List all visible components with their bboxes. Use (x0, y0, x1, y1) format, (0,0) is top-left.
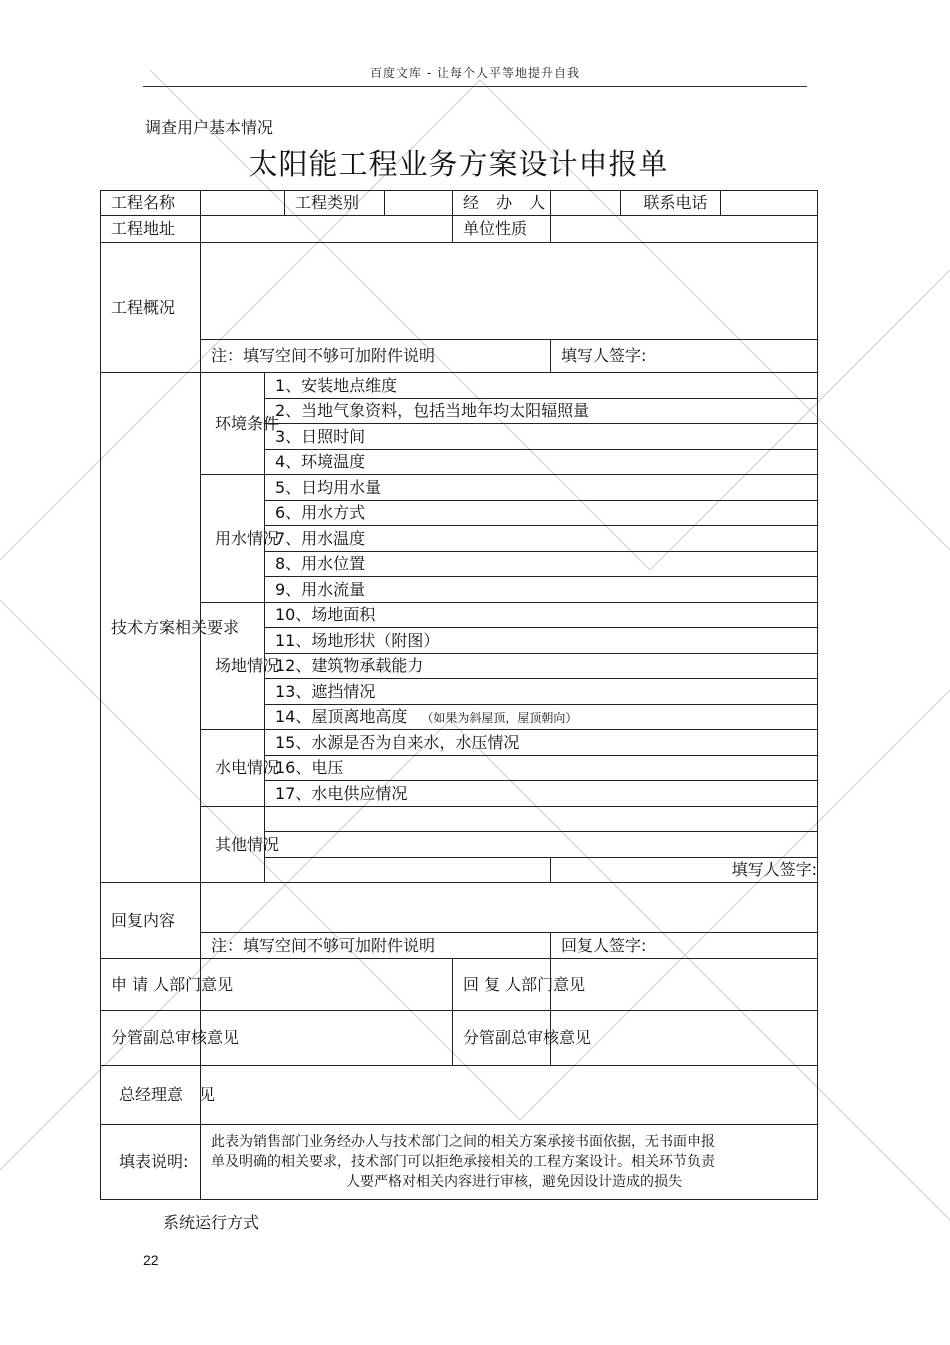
overview-note: 注：填写空间不够可加附件说明 (201, 340, 551, 373)
reply-label: 回复内容 (101, 883, 201, 959)
explanation-line-1: 此表为销售部门业务经办人与技术部门之间的相关方案承接书面依据，无书面申报 (211, 1134, 715, 1150)
vp-review-right-label: 分管副总审核意见 (453, 1011, 551, 1066)
project-type-label: 工程类别 (285, 191, 385, 216)
tech-item-11: 11、场地形状（附图） (265, 628, 818, 654)
tech-item-14-note: （如果为斜屋顶，屋顶朝向） (421, 710, 578, 725)
explanation-text (201, 1125, 818, 1200)
overview-field[interactable] (201, 243, 818, 340)
tech-item-12: 12、建筑物承载能力 (265, 654, 818, 679)
tech-item-4: 4、环境温度 (265, 450, 818, 475)
tech-item-9: 9、用水流量 (265, 577, 818, 603)
tech-signature[interactable]: 填写人签字: (551, 858, 818, 883)
gm-opinion-field[interactable] (201, 1066, 818, 1125)
explanation-line-3: 人要严格对相关内容进行审核，避免因设计造成的损失 (346, 1174, 682, 1190)
tech-item-6: 6、用水方式 (265, 501, 818, 526)
water-power-label: 水电情况 (201, 730, 265, 807)
section-heading-system-operation: 系统运行方式 (163, 1213, 260, 1232)
other-field-3[interactable] (265, 858, 551, 883)
reply-field[interactable] (201, 883, 818, 933)
form-title: 太阳能工程业务方案设计申报单 (248, 147, 669, 181)
unit-nature-label: 单位性质 (453, 216, 551, 243)
project-name-field[interactable] (201, 191, 285, 216)
tech-item-16: 16、电压 (265, 756, 818, 781)
tech-item-2: 2、当地气象资料，包括当地年均太阳辐照量 (265, 399, 818, 424)
phone-label: 联系电话 (621, 191, 721, 216)
handler-label: 经 办 人 (453, 191, 551, 216)
tech-item-14 (265, 705, 818, 730)
address-label: 工程地址 (101, 216, 201, 243)
applicant-dept-label: 申 请 人部门意见 (101, 959, 201, 1011)
address-field[interactable] (201, 216, 453, 243)
unit-nature-field[interactable] (551, 216, 818, 243)
document-header: 百度文库 - 让每个人平等地提升自我 (370, 66, 580, 80)
intro-heading: 调查用户基本情况 (145, 118, 274, 137)
tech-item-15: 15、水源是否为自来水，水压情况 (265, 730, 818, 756)
overview-signature[interactable]: 填写人签字: (551, 340, 818, 373)
tech-item-10: 10、场地面积 (265, 603, 818, 628)
replier-dept-label: 回 复 人部门意见 (453, 959, 551, 1011)
project-name-label: 工程名称 (101, 191, 201, 216)
other-field-1[interactable] (265, 807, 818, 832)
phone-field[interactable] (721, 191, 818, 216)
tech-item-8: 8、用水位置 (265, 552, 818, 577)
other-label: 其他情况 (201, 807, 265, 883)
tech-item-13: 13、遮挡情况 (265, 679, 818, 705)
tech-item-5: 5、日均用水量 (265, 475, 818, 501)
header-divider (143, 86, 807, 87)
explanation-line-2: 单及明确的相关要求，技术部门可以拒绝承接相关的工程方案设计。相关环节负责 (211, 1154, 715, 1170)
reply-note: 注：填写空间不够可加附件说明 (201, 933, 551, 959)
tech-requirements-label: 技术方案相关要求 (101, 373, 201, 883)
project-type-field[interactable] (385, 191, 453, 216)
reply-signature[interactable]: 回复人签字: (551, 933, 818, 959)
vp-review-left-label: 分管副总审核意见 (101, 1011, 201, 1066)
page-number: 22 (143, 1252, 159, 1268)
tech-item-7: 7、用水温度 (265, 526, 818, 552)
tech-item-17: 17、水电供应情况 (265, 781, 818, 807)
other-field-2[interactable] (265, 832, 818, 858)
handler-field[interactable] (551, 191, 621, 216)
site-label: 场地情况 (201, 603, 265, 730)
applicant-dept-field[interactable] (201, 959, 453, 1011)
water-usage-label: 用水情况 (201, 475, 265, 603)
replier-dept-field[interactable] (551, 959, 818, 1011)
explanation-label: 填表说明: (101, 1125, 201, 1200)
environment-label: 环境条件 (201, 373, 265, 475)
tech-item-3: 3、日照时间 (265, 424, 818, 450)
overview-label: 工程概况 (101, 243, 201, 373)
tech-item-14-text: 14、屋顶离地高度 (275, 706, 408, 726)
application-form (100, 190, 818, 1200)
tech-item-1: 1、安装地点维度 (265, 373, 818, 399)
gm-opinion-label: 总经理意 见 (101, 1066, 201, 1125)
